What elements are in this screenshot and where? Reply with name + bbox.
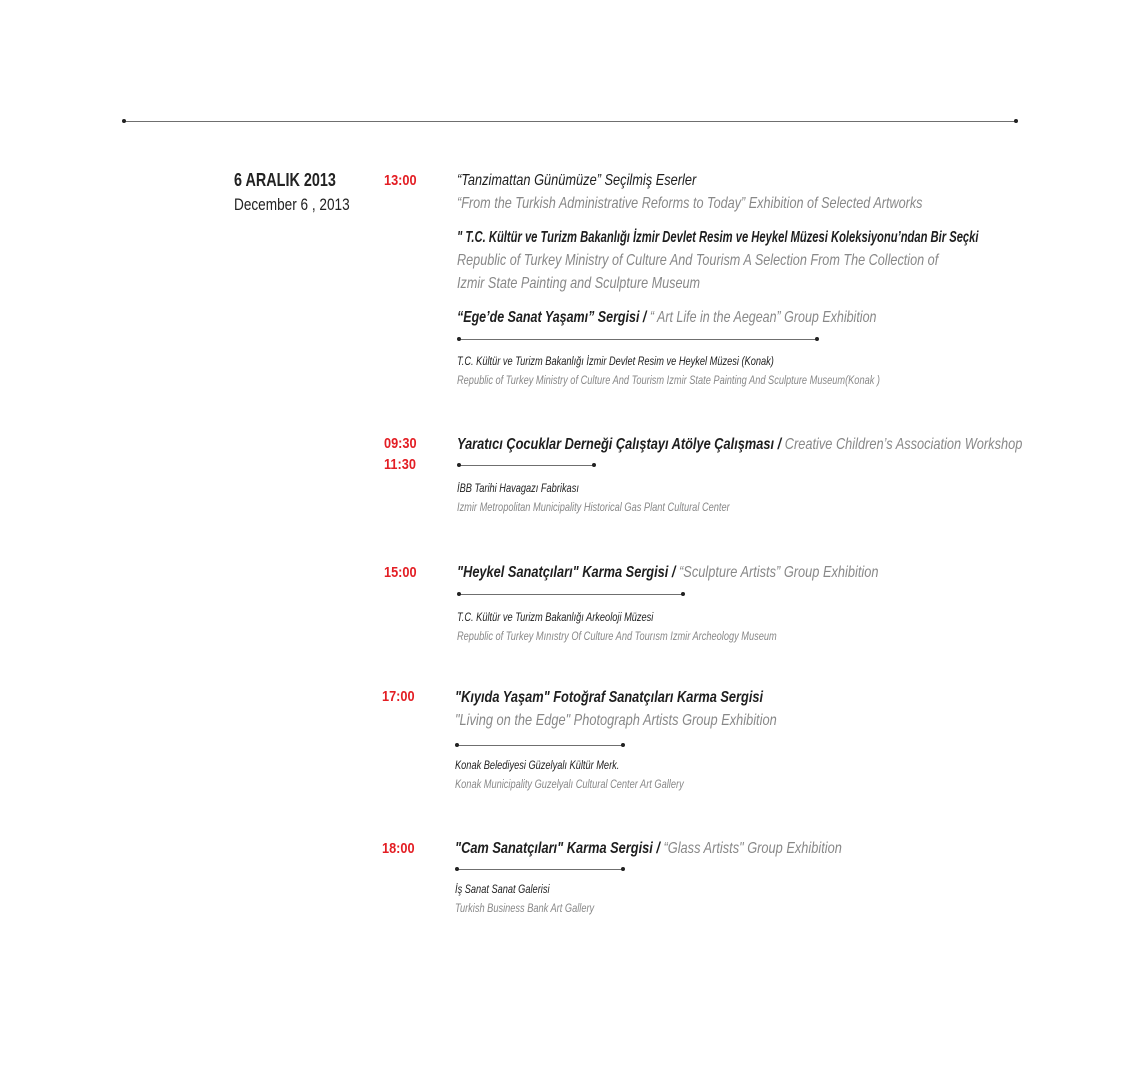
venue-divider bbox=[459, 594, 683, 595]
event-time-end: 11:30 bbox=[384, 456, 416, 473]
venue-divider-dot bbox=[621, 743, 625, 747]
event-time: 17:00 bbox=[382, 688, 415, 705]
event-time: 13:00 bbox=[384, 172, 417, 189]
event-title-tr: " T.C. Kültür ve Turizm Bakanlığı İzmir Devlet Resim ve Heykel Müzesi Koleksiyonu’ndan Bir Seçki bbox=[457, 229, 979, 246]
event-title-row bbox=[455, 840, 939, 858]
venue-en: Republic of Turkey Ministry of Culture And Tourism Izmir State Painting And Sculpture Museum(Konak ) bbox=[457, 373, 880, 387]
venue-en: Republic of Turkey Mınıstry Of Culture And Tourısm Izmir Archeology Museum bbox=[457, 629, 777, 643]
venue-divider-dot bbox=[457, 592, 461, 596]
venue-divider-dot bbox=[457, 463, 461, 467]
venue-divider-dot bbox=[457, 337, 461, 341]
event-title-en: Republic of Turkey Ministry of Culture And Tourism A Selection From The Collection of bbox=[457, 252, 939, 269]
venue-en: Izmir Metropolitan Municipality Historical Gas Plant Cultural Center bbox=[457, 500, 730, 514]
venue-divider-dot bbox=[815, 337, 819, 341]
event-title-tr: "Kıyıda Yaşam" Fotoğraf Sanatçıları Karma Sergisi bbox=[455, 689, 764, 706]
venue-tr: İBB Tarihi Havagazı Fabrikası bbox=[457, 481, 579, 495]
event-title-en: Creative Children’s Association Workshop bbox=[781, 436, 1023, 453]
event-title-en: “From the Turkish Administrative Reforms to Today” Exhibition of Selected Artworks bbox=[457, 195, 923, 212]
venue-tr: Konak Belediyesi Güzelyalı Kültür Merk. bbox=[455, 758, 620, 772]
event-title-en: “Sculpture Artists” Group Exhibition bbox=[675, 564, 879, 581]
event-title-tr: Yaratıcı Çocuklar Derneği Çalıştayı Atölye Çalışması / bbox=[457, 436, 782, 453]
event-title-en: “ Art Life in the Aegean” Group Exhibition bbox=[646, 309, 877, 326]
venue-en: Turkish Business Bank Art Gallery bbox=[455, 901, 595, 915]
venue-divider-dot bbox=[455, 867, 459, 871]
venue-divider-dot bbox=[455, 743, 459, 747]
event-time: 15:00 bbox=[384, 564, 417, 581]
date-block bbox=[234, 170, 361, 191]
event-title-en: Izmir State Painting and Sculpture Museum bbox=[457, 275, 701, 292]
venue-tr: T.C. Kültür ve Turizm Bakanlığı Arkeoloji Müzesi bbox=[457, 610, 654, 624]
date-turkish: 6 ARALIK 2013 bbox=[234, 170, 336, 190]
event-title-tr: “Ege’de Sanat Yaşamı” Sergisi / bbox=[457, 309, 647, 326]
event-title-row bbox=[457, 309, 995, 327]
event-time: 18:00 bbox=[382, 840, 415, 857]
event-title-en: "Living on the Edge" Photograph Artists Group Exhibition bbox=[455, 712, 777, 729]
top-divider-right-dot bbox=[1014, 119, 1018, 123]
event-title-row bbox=[457, 564, 984, 582]
venue-divider bbox=[459, 465, 594, 466]
venue-tr: T.C. Kültür ve Turizm Bakanlığı İzmir Devlet Resim ve Heykel Müzesi (Konak) bbox=[457, 354, 774, 368]
event-title-tr: "Heykel Sanatçıları" Karma Sergisi / bbox=[457, 564, 676, 581]
venue-divider bbox=[457, 745, 623, 746]
venue-tr: İş Sanat Sanat Galerisi bbox=[455, 882, 550, 896]
event-title-tr: “Tanzimattan Günümüze” Seçilmiş Eserler bbox=[457, 172, 697, 189]
venue-en: Konak Municipality Guzelyalı Cultural Center Art Gallery bbox=[455, 777, 684, 791]
venue-divider bbox=[459, 339, 817, 340]
top-divider-left-dot bbox=[122, 119, 126, 123]
venue-divider bbox=[457, 869, 623, 870]
event-title-row bbox=[457, 436, 1139, 454]
date-english: December 6 , 2013 bbox=[234, 195, 350, 214]
venue-divider-dot bbox=[681, 592, 685, 596]
event-title-en: “Glass Artists" Group Exhibition bbox=[659, 840, 842, 857]
event-time: 09:30 bbox=[384, 435, 417, 452]
venue-divider-dot bbox=[592, 463, 596, 467]
top-divider bbox=[125, 121, 1016, 122]
venue-divider-dot bbox=[621, 867, 625, 871]
event-title-tr: "Cam Sanatçıları" Karma Sergisi / bbox=[455, 840, 660, 857]
